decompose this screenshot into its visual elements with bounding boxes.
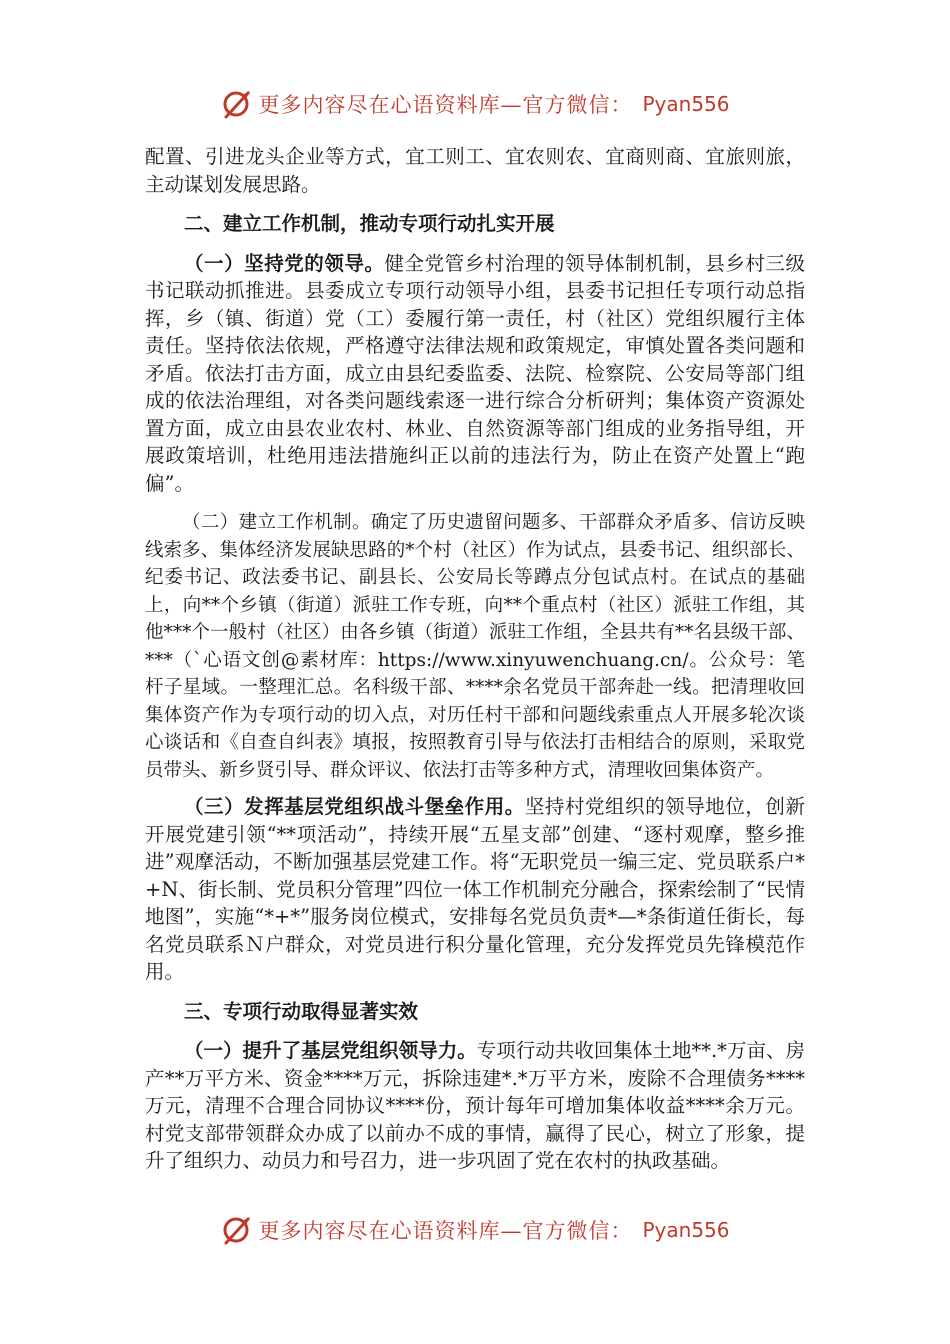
watermark-text: 更多内容尽在心语资料库—官方微信： — [258, 1219, 633, 1243]
pen-logo-icon — [220, 87, 254, 121]
watermark-header — [0, 84, 950, 124]
paragraph-results — [145, 1037, 805, 1175]
paragraph-lead: （一）提升了基层党组织领导力。 — [184, 1039, 477, 1062]
document-body — [145, 143, 805, 1175]
watermark-footer — [0, 1210, 950, 1250]
paragraph-lead: （一）坚持党的领导。 — [184, 251, 385, 275]
watermark-text: 更多内容尽在心语资料库—官方微信： — [258, 93, 633, 117]
watermark-contact: Pyan556 — [642, 1218, 730, 1242]
paragraph-body: 坚持村党组织的领导地位，创新开展党建引领“**项活动”，持续开展“五星支部”创建、“逐村观摩，整乡推进”观摩活动，不断加强基层党建工作。将“无职党员一编三定、党员联系户*+N、街长制、党员积分管理”四位一体工作机制充分融合，探索绘制了“民情地图”，实施“*+*”服务岗位模式，安排每名党员负责*—*条街道任街长，每名党员联系Ｎ户群众，对党员进行积分量化管理，充分发挥党员先锋模范作用。 — [145, 795, 805, 983]
section-heading-2: 二、建立工作机制，推动专项行动扎实开展 — [184, 212, 555, 235]
paragraph-work-mechanism: （二）建立工作机制。确定了历史遗留问题多、干部群众矛盾多、信访反映线索多、集体经济发展缺思路的*个村（社区）作为试点，县委书记、组织部长、纪委书记、政法委书记、副县长、公安局长等蹲点分包试点村。在试点的基础上，向**个乡镇（街道）派驻工作专班，向**个重点村（社区）派驻工作组，其他***个一般村（社区）由各乡镇（街道）派驻工作组，全县共有**名县级干部、***（`心语文创@素材库：https://www.xinyuwenchuang.cn/。公众号：笔杆子星域。一整理汇总。名科级干部、****余名党员干部奔赴一线。把清理收回集体资产作为专项行动的切入点，对历任村干部和问题线索重点人开展多轮次谈心谈话和《自查自纠表》填报，按照教育引导与依法打击相结合的原则，采取党员带头、新乡贤引导、群众评议、依法打击等多种方式，清理收回集体资产。 — [145, 512, 805, 781]
paragraph-lead: （三）发挥基层党组织战斗堡垒作用。 — [184, 795, 525, 818]
paragraph-party-leadership — [145, 250, 805, 498]
paragraph-body: 专项行动共收回集体土地**.*万亩、房产**万平方米、资金****万元，拆除违建*.*万平方米，废除不合理债务****万元，清理不合理合同协议****份，预计每年可增加集体收益****余万元。村党支部带领群众办成了以前办不成的事情，赢得了民心，树立了形象，提升了组织力、动员力和号召力，进一步巩固了党在农村的执政基础。 — [145, 1039, 805, 1172]
paragraph-body: 健全党管乡村治理的领导体制机制，县乡村三级书记联动抓推进。县委成立专项行动领导小组，县委书记担任专项行动总指挥，乡（镇、街道）党（工）委履行第一责任，村（社区）党组织履行主体责任。坚持依法依规，严格遵守法律法规和政策规定，审慎处置各类问题和矛盾。依法打击方面，成立由县纪委监委、法院、检察院、公安局等部门组成的依法治理组，对各类问题线索逐一进行综合分析研判；集体资产资源处置方面，成立由县农业农村、林业、自然资源等部门组成的业务指导组，开展政策培训，杜绝用违法措施纠正以前的违法行为，防止在资产处置上“跑偏”。 — [145, 251, 805, 495]
section-heading-3: 三、专项行动取得显著实效 — [184, 999, 419, 1023]
paragraph-grassroots — [145, 793, 805, 986]
pen-logo-icon — [220, 1213, 254, 1247]
watermark-contact: Pyan556 — [642, 92, 730, 116]
paragraph-continuation: 配置、引进龙头企业等方式，宜工则工、宜农则农、宜商则商、宜旅则旅，主动谋划发展思路。 — [145, 145, 805, 196]
